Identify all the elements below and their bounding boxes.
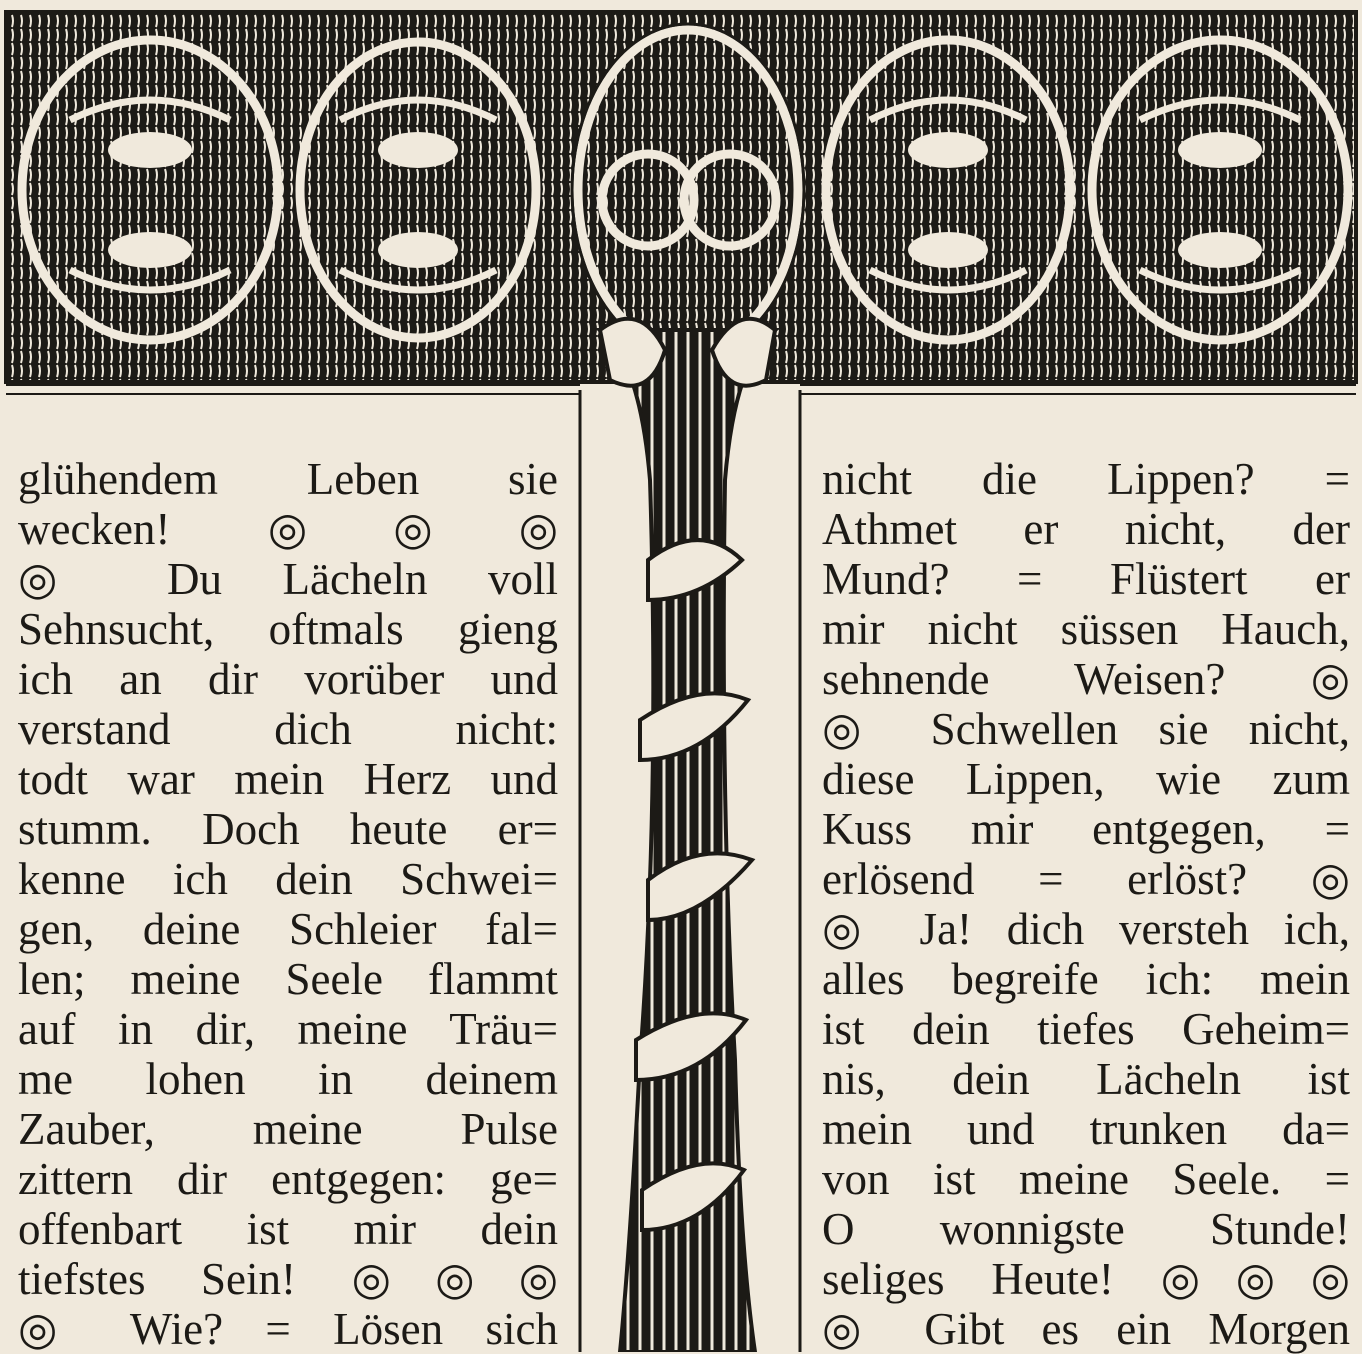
- text-line: erlösend = erlöst? ◎: [822, 854, 1350, 904]
- text-line: zittern dir entgegen: ge=: [18, 1154, 558, 1204]
- text-line: todt war mein Herz und: [18, 754, 558, 804]
- text-line: nis, dein Lächeln ist: [822, 1054, 1350, 1104]
- text-line: alles begreife ich: mein: [822, 954, 1350, 1004]
- text-line: ◎ Ja! dich versteh ich,: [822, 904, 1350, 954]
- text-line: Athmet er nicht, der: [822, 504, 1350, 554]
- text-line: Zauber, meine Pulse: [18, 1104, 558, 1154]
- text-line: kenne ich dein Schwei=: [18, 854, 558, 904]
- text-line: diese Lippen, wie zum: [822, 754, 1350, 804]
- text-line: wecken! ◎◎◎: [18, 504, 558, 554]
- text-line: ist dein tiefes Geheim=: [822, 1004, 1350, 1054]
- text-line: me lohen in deinem: [18, 1054, 558, 1104]
- text-column-left: [18, 454, 558, 1354]
- text-line: Mund? = Flüstert er: [822, 554, 1350, 604]
- text-line: glühendem Leben sie: [18, 454, 558, 504]
- text-column-right: [822, 454, 1350, 1354]
- text-line: sehnende Weisen? ◎: [822, 654, 1350, 704]
- text-line: ◎ Wie? = Lösen sich: [18, 1304, 558, 1354]
- text-line: ◎ Schwellen sie nicht,: [822, 704, 1350, 754]
- text-line: ◎ Gibt es ein Morgen: [822, 1304, 1350, 1354]
- text-line: offenbart ist mir dein: [18, 1204, 558, 1254]
- text-line: ◎ Du Lächeln voll: [18, 554, 558, 604]
- text-line: von ist meine Seele. =: [822, 1154, 1350, 1204]
- text-line: len; meine Seele flammt: [18, 954, 558, 1004]
- twisted-vine-column: [580, 319, 800, 1352]
- text-line: nicht die Lippen? =: [822, 454, 1350, 504]
- text-line: Sehnsucht, oftmals gieng: [18, 604, 558, 654]
- text-line: gen, deine Schleier fal=: [18, 904, 558, 954]
- text-line: stumm. Doch heute er=: [18, 804, 558, 854]
- text-line: verstand dich nicht:: [18, 704, 558, 754]
- text-line: ich an dir vorüber und: [18, 654, 558, 704]
- text-line: seliges Heute! ◎◎◎: [822, 1254, 1350, 1304]
- text-line: auf in dir, meine Träu=: [18, 1004, 558, 1054]
- text-line: mir nicht süssen Hauch,: [822, 604, 1350, 654]
- text-line: O wonnigste Stunde!: [822, 1204, 1350, 1254]
- text-line: Kuss mir entgegen, =: [822, 804, 1350, 854]
- text-line: tiefstes Sein! ◎◎◎: [18, 1254, 558, 1304]
- text-line: mein und trunken da=: [822, 1104, 1350, 1154]
